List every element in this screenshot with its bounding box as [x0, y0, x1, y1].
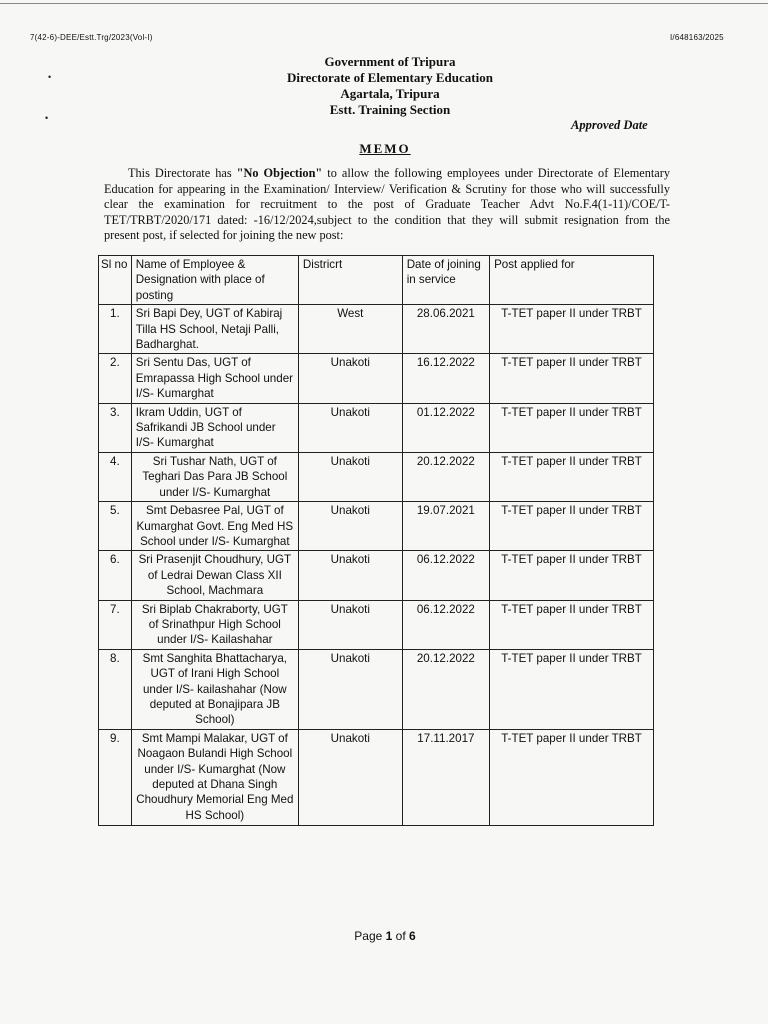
cell-sl-no: 8.: [99, 649, 132, 729]
cell-post-applied: T-TET paper II under TRBT: [490, 729, 654, 825]
approved-date: Approved Date: [571, 118, 648, 132]
table-header-row: [99, 256, 654, 305]
cell-name: Sri Sentu Das, UGT of Emrapassa High School under I/S- Kumarghat: [131, 354, 298, 403]
header-government: Government of Tripura: [324, 54, 456, 69]
cell-post-applied: T-TET paper II under TRBT: [490, 502, 654, 551]
cell-date-of-joining: 06.12.2022: [402, 551, 489, 600]
page-number-footer: Page 1 of 6: [354, 929, 416, 943]
cell-sl-no: 7.: [99, 600, 132, 649]
cell-date-of-joining: 19.07.2021: [402, 502, 489, 551]
table-row: [99, 305, 654, 354]
cell-name: Smt Sanghita Bhattacharya, UGT of Irani High School under I/S- kailashahar (Now deputed at Bonajipara JB School): [131, 649, 298, 729]
cell-sl-no: 5.: [99, 502, 132, 551]
cell-name: Sri Tushar Nath, UGT of Teghari Das Para JB School under I/S- Kumarghat: [131, 452, 298, 501]
memo-title: MEMO: [359, 141, 411, 156]
scan-edge-line: [0, 3, 768, 4]
header-location: Agartala, Tripura: [340, 86, 440, 101]
cell-name: Smt Debasree Pal, UGT of Kumarghat Govt. Eng Med HS School under I/S- Kumarghat: [131, 502, 298, 551]
header-district: Districrt: [298, 256, 402, 305]
cell-post-applied: T-TET paper II under TRBT: [490, 452, 654, 501]
cell-name: Sri Bapi Dey, UGT of Kabiraj Tilla HS School, Netaji Palli, Badharghat.: [131, 305, 298, 354]
header-directorate: Directorate of Elementary Education: [287, 70, 493, 85]
table-row: [99, 354, 654, 403]
cell-sl-no: 6.: [99, 551, 132, 600]
cell-post-applied: T-TET paper II under TRBT: [490, 649, 654, 729]
cell-sl-no: 9.: [99, 729, 132, 825]
cell-district: Unakoti: [298, 502, 402, 551]
letterhead: [180, 54, 600, 118]
cell-post-applied: T-TET paper II under TRBT: [490, 551, 654, 600]
cell-post-applied: T-TET paper II under TRBT: [490, 403, 654, 452]
cell-district: Unakoti: [298, 551, 402, 600]
cell-date-of-joining: 20.12.2022: [402, 452, 489, 501]
cell-district: Unakoti: [298, 354, 402, 403]
cell-date-of-joining: 17.11.2017: [402, 729, 489, 825]
file-reference-number: 7(42-6)-DEE/Estt.Trg/2023(Vol-I): [30, 33, 153, 42]
employee-table: [98, 255, 654, 826]
table-row: [99, 600, 654, 649]
cell-name: Sri Prasenjit Choudhury, UGT of Ledrai Dewan Class XII School, Machmara: [131, 551, 298, 600]
current-page-number: 1: [385, 929, 393, 943]
header-post-applied: Post applied for: [490, 256, 654, 305]
header-date-of-joining: Date of joining in service: [402, 256, 489, 305]
cell-sl-no: 3.: [99, 403, 132, 452]
cell-name: Ikram Uddin, UGT of Safrikandi JB School under I/S- Kumarghat: [131, 403, 298, 452]
cell-date-of-joining: 06.12.2022: [402, 600, 489, 649]
cell-district: Unakoti: [298, 600, 402, 649]
memo-body: This Directorate has "No Objection" to allow the following employees under Directorate of Elementary Education for appearing in the Examination/ Interview/ Verification & Scrutiny for those who will successfully clear the examination for recruitment to the post of Graduate Teacher Advt No.F.4(1-11)/COE/T-TET/TRBT/2020/171 dated: -16/12/2024,subject to the condition that they will submit resignation from the present post, if selected for joining the new post:: [104, 166, 670, 243]
cell-date-of-joining: 01.12.2022: [402, 403, 489, 452]
header-sl-no: Sl no: [99, 256, 132, 305]
cell-district: Unakoti: [298, 403, 402, 452]
table-row: [99, 452, 654, 501]
header-name: Name of Employee & Designation with place of posting: [131, 256, 298, 305]
total-pages: 6: [409, 929, 416, 943]
table-row: [99, 729, 654, 825]
cell-post-applied: T-TET paper II under TRBT: [490, 305, 654, 354]
table-row: [99, 551, 654, 600]
table-row: [99, 502, 654, 551]
header-section: Estt. Training Section: [329, 102, 451, 117]
cell-sl-no: 1.: [99, 305, 132, 354]
cell-name: Smt Mampi Malakar, UGT of Noagaon Bulandi High School under I/S- Kumarghat (Now deputed at Dhana Singh Choudhury Memorial Eng Med HS School): [131, 729, 298, 825]
cell-name: Sri Biplab Chakraborty, UGT of Srinathpur High School under I/S- Kailashahar: [131, 600, 298, 649]
scan-speck-mark: •: [45, 113, 49, 123]
cell-sl-no: 2.: [99, 354, 132, 403]
cell-district: Unakoti: [298, 452, 402, 501]
document-id: I/648163/2025: [670, 33, 724, 42]
cell-date-of-joining: 16.12.2022: [402, 354, 489, 403]
cell-date-of-joining: 28.06.2021: [402, 305, 489, 354]
cell-post-applied: T-TET paper II under TRBT: [490, 354, 654, 403]
scan-speck-mark: •: [48, 72, 52, 82]
table-row: [99, 403, 654, 452]
cell-district: Unakoti: [298, 649, 402, 729]
no-objection-phrase: "No Objection": [236, 166, 323, 180]
table-row: [99, 649, 654, 729]
cell-post-applied: T-TET paper II under TRBT: [490, 600, 654, 649]
cell-district: Unakoti: [298, 729, 402, 825]
cell-date-of-joining: 20.12.2022: [402, 649, 489, 729]
cell-sl-no: 4.: [99, 452, 132, 501]
cell-district: West: [298, 305, 402, 354]
